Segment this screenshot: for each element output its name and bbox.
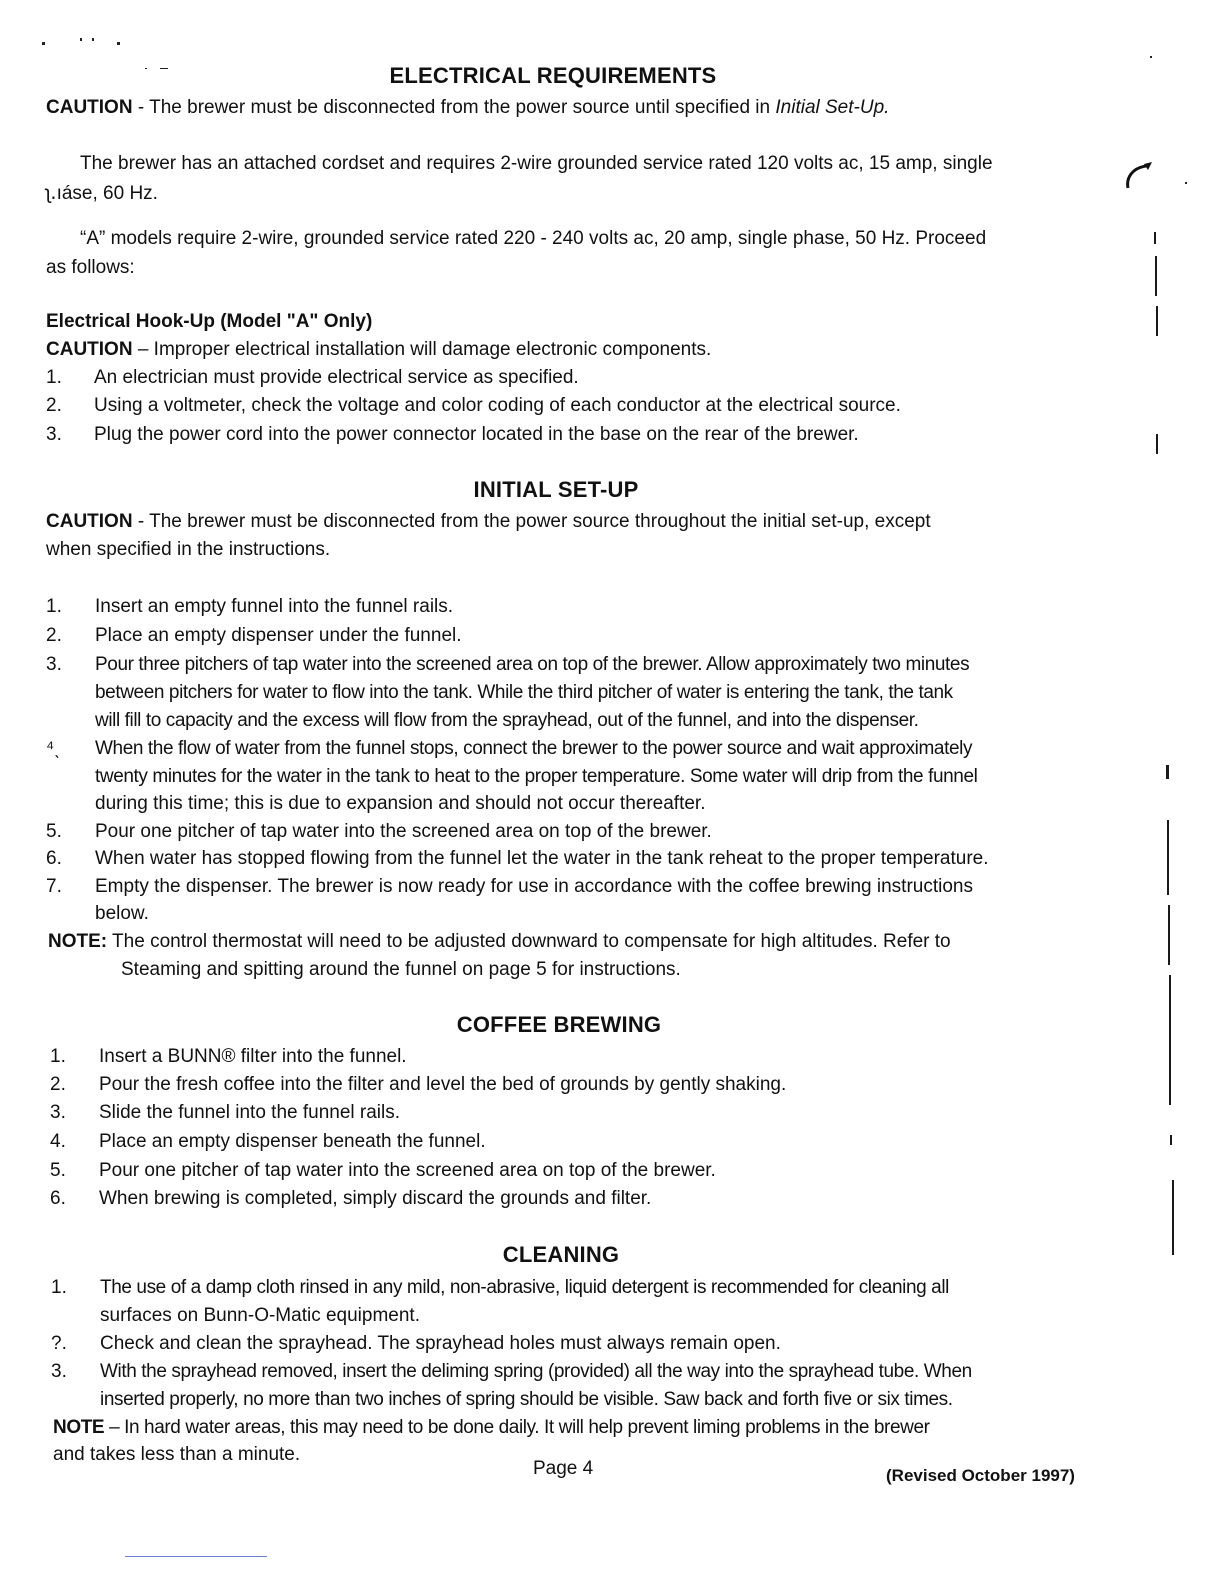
scan-speck — [42, 42, 45, 45]
step-text-line: surfaces on Bunn-O-Matic equipment. — [100, 1305, 420, 1326]
step-number: ?. — [51, 1333, 67, 1354]
margin-line — [1166, 765, 1169, 779]
step-text: Plug the power cord into the power connector located in the base on the rear of the brewer. — [94, 424, 859, 445]
caution-ref: Initial Set-Up. — [775, 97, 890, 118]
caution-label: CAUTION — [46, 511, 133, 532]
margin-line — [1154, 232, 1156, 244]
step-text: Insert a BUNN® filter into the funnel. — [99, 1046, 407, 1067]
step-number: 3. — [51, 1361, 67, 1382]
caution-label: CAUTION — [46, 97, 133, 118]
step-number: 3. — [50, 1102, 66, 1123]
setup-heading: INITIAL SET-UP — [473, 477, 639, 502]
step-text-line: inserted properly, no more than two inches of spring should be visible. Saw back and forth five or six times. — [100, 1389, 953, 1410]
cleaning-heading: CLEANING — [502, 1242, 620, 1267]
step-text-line: Place an empty dispenser under the funnel. — [95, 625, 462, 646]
step-text: Pour the fresh coffee into the filter and level the bed of grounds by gently shaking. — [99, 1074, 787, 1095]
setup-note-line-1 — [48, 928, 951, 956]
page-number: Page 4 — [533, 1458, 594, 1479]
step-number: 3. — [46, 424, 62, 445]
step-text-line: Pour three pitchers of tap water into the screened area on top of the brewer. Allow approximately two minutes — [95, 654, 970, 675]
step-text: Pour one pitcher of tap water into the screened area on top of the brewer. — [99, 1160, 716, 1181]
step-text-line: When water has stopped flowing from the funnel let the water in the tank reheat to the proper temperature. — [95, 848, 989, 869]
electrical-paragraph-1-line-2: ʅ․ıáse, 60 Hz. — [46, 183, 158, 204]
cleaning-note-line-2: and takes less than a minute. — [53, 1444, 301, 1465]
note-label: NOTE: — [48, 931, 108, 952]
step-text-line: Check and clean the sprayhead. The sprayhead holes must always remain open. — [100, 1333, 781, 1354]
step-number: 2. — [46, 395, 62, 416]
step-text-line: When the flow of water from the funnel stops, connect the brewer to the power source and wait approximately — [95, 738, 973, 759]
step-number: 5. — [46, 821, 62, 842]
margin-mark-icon — [1122, 158, 1162, 198]
caution-text: - The brewer must be disconnected from the power source throughout the initial set-up, except — [132, 511, 931, 532]
step-number: 6. — [50, 1188, 66, 1209]
step-text-line: below. — [95, 903, 149, 924]
step-text: Using a voltmeter, check the voltage and color coding of each conductor at the electrical source. — [94, 395, 901, 416]
cleaning-note-line-1 — [53, 1414, 930, 1442]
electrical-paragraph-2-line-2: as follows: — [46, 257, 135, 278]
step-number: 3. — [46, 654, 62, 675]
step-number: 7. — [46, 876, 62, 897]
setup-caution-line-1 — [46, 508, 931, 536]
step-number: 5. — [50, 1160, 66, 1181]
step-number: 1. — [50, 1046, 66, 1067]
caution-label: CAUTION — [46, 339, 133, 360]
step-text-line: Empty the dispenser. The brewer is now ready for use in accordance with the coffee brewing instructions — [95, 876, 973, 897]
note-label: NOTE — [53, 1417, 105, 1438]
setup-note-line-2: Steaming and spitting around the funnel on page 5 for instructions. — [121, 959, 681, 980]
step-text-line: during this time; this is due to expansion and should not occur thereafter. — [95, 793, 706, 814]
margin-line — [1168, 905, 1170, 965]
electrical-heading: ELECTRICAL REQUIREMENTS — [389, 63, 717, 88]
step-number: 1. — [51, 1277, 67, 1298]
step-number: 1. — [46, 367, 62, 388]
margin-line — [1156, 306, 1158, 336]
step-number: ⁴ˎ — [46, 738, 61, 759]
revision-date: (Revised October 1997) — [886, 1466, 1075, 1485]
step-number: 2. — [50, 1074, 66, 1095]
hookup-caution — [46, 336, 711, 364]
scan-speck — [1185, 182, 1187, 184]
step-number: 4. — [50, 1131, 66, 1152]
hookup-title: Electrical Hook-Up (Model "A" Only) — [46, 311, 373, 332]
bottom-rule — [125, 1556, 267, 1557]
note-text: – In hard water areas, this may need to be done daily. It will help prevent liming problems in the brewer — [104, 1417, 930, 1438]
scan-speck — [1150, 56, 1152, 58]
electrical-paragraph-1-line-1: The brewer has an attached cordset and requires 2-wire grounded service rated 120 volts ac, 15 amp, single — [80, 153, 993, 174]
caution-text: - The brewer must be disconnected from the power source until specified in — [132, 97, 776, 118]
step-number: 2. — [46, 625, 62, 646]
step-text-line: The use of a damp cloth rinsed in any mild, non-abrasive, liquid detergent is recommended for cleaning all — [100, 1277, 949, 1298]
step-number: 6. — [46, 848, 62, 869]
margin-line — [1167, 820, 1169, 895]
step-text-line: will fill to capacity and the excess will flow from the sprayhead, out of the funnel, and into the dispenser. — [95, 710, 919, 731]
electrical-caution — [46, 94, 889, 122]
margin-line — [1156, 434, 1158, 454]
scan-speck — [117, 42, 120, 45]
margin-line — [1155, 256, 1157, 296]
step-text: Slide the funnel into the funnel rails. — [99, 1102, 401, 1123]
step-text: An electrician must provide electrical service as specified. — [94, 367, 579, 388]
brewing-heading: COFFEE BREWING — [456, 1012, 662, 1037]
scan-speck — [80, 38, 82, 41]
margin-line — [1170, 1135, 1172, 1145]
step-text-line: Insert an empty funnel into the funnel rails. — [95, 596, 454, 617]
electrical-paragraph-2-line-1: “A” models require 2-wire, grounded service rated 220 - 240 volts ac, 20 amp, single phase, 50 Hz. Proceed — [80, 228, 987, 249]
scan-speck — [92, 38, 94, 41]
step-text-line: Pour one pitcher of tap water into the screened area on top of the brewer. — [95, 821, 712, 842]
step-number: 1. — [46, 596, 62, 617]
step-text-line: between pitchers for water to flow into the tank. While the third pitcher of water is entering the tank, the tank — [95, 682, 953, 703]
margin-line — [1172, 1180, 1174, 1255]
note-text: The control thermostat will need to be adjusted downward to compensate for high altitudes. Refer to — [107, 931, 951, 952]
step-text: When brewing is completed, simply discard the grounds and filter. — [99, 1188, 652, 1209]
setup-caution-line-2: when specified in the instructions. — [46, 539, 331, 560]
margin-line — [1169, 975, 1171, 1105]
caution-text: – Improper electrical installation will damage electronic components. — [132, 339, 712, 360]
step-text-line: twenty minutes for the water in the tank to heat to the proper temperature. Some water will drip from the funnel — [95, 766, 978, 787]
step-text-line: With the sprayhead removed, insert the deliming spring (provided) all the way into the sprayhead tube. When — [100, 1361, 972, 1382]
step-text: Place an empty dispenser beneath the funnel. — [99, 1131, 486, 1152]
